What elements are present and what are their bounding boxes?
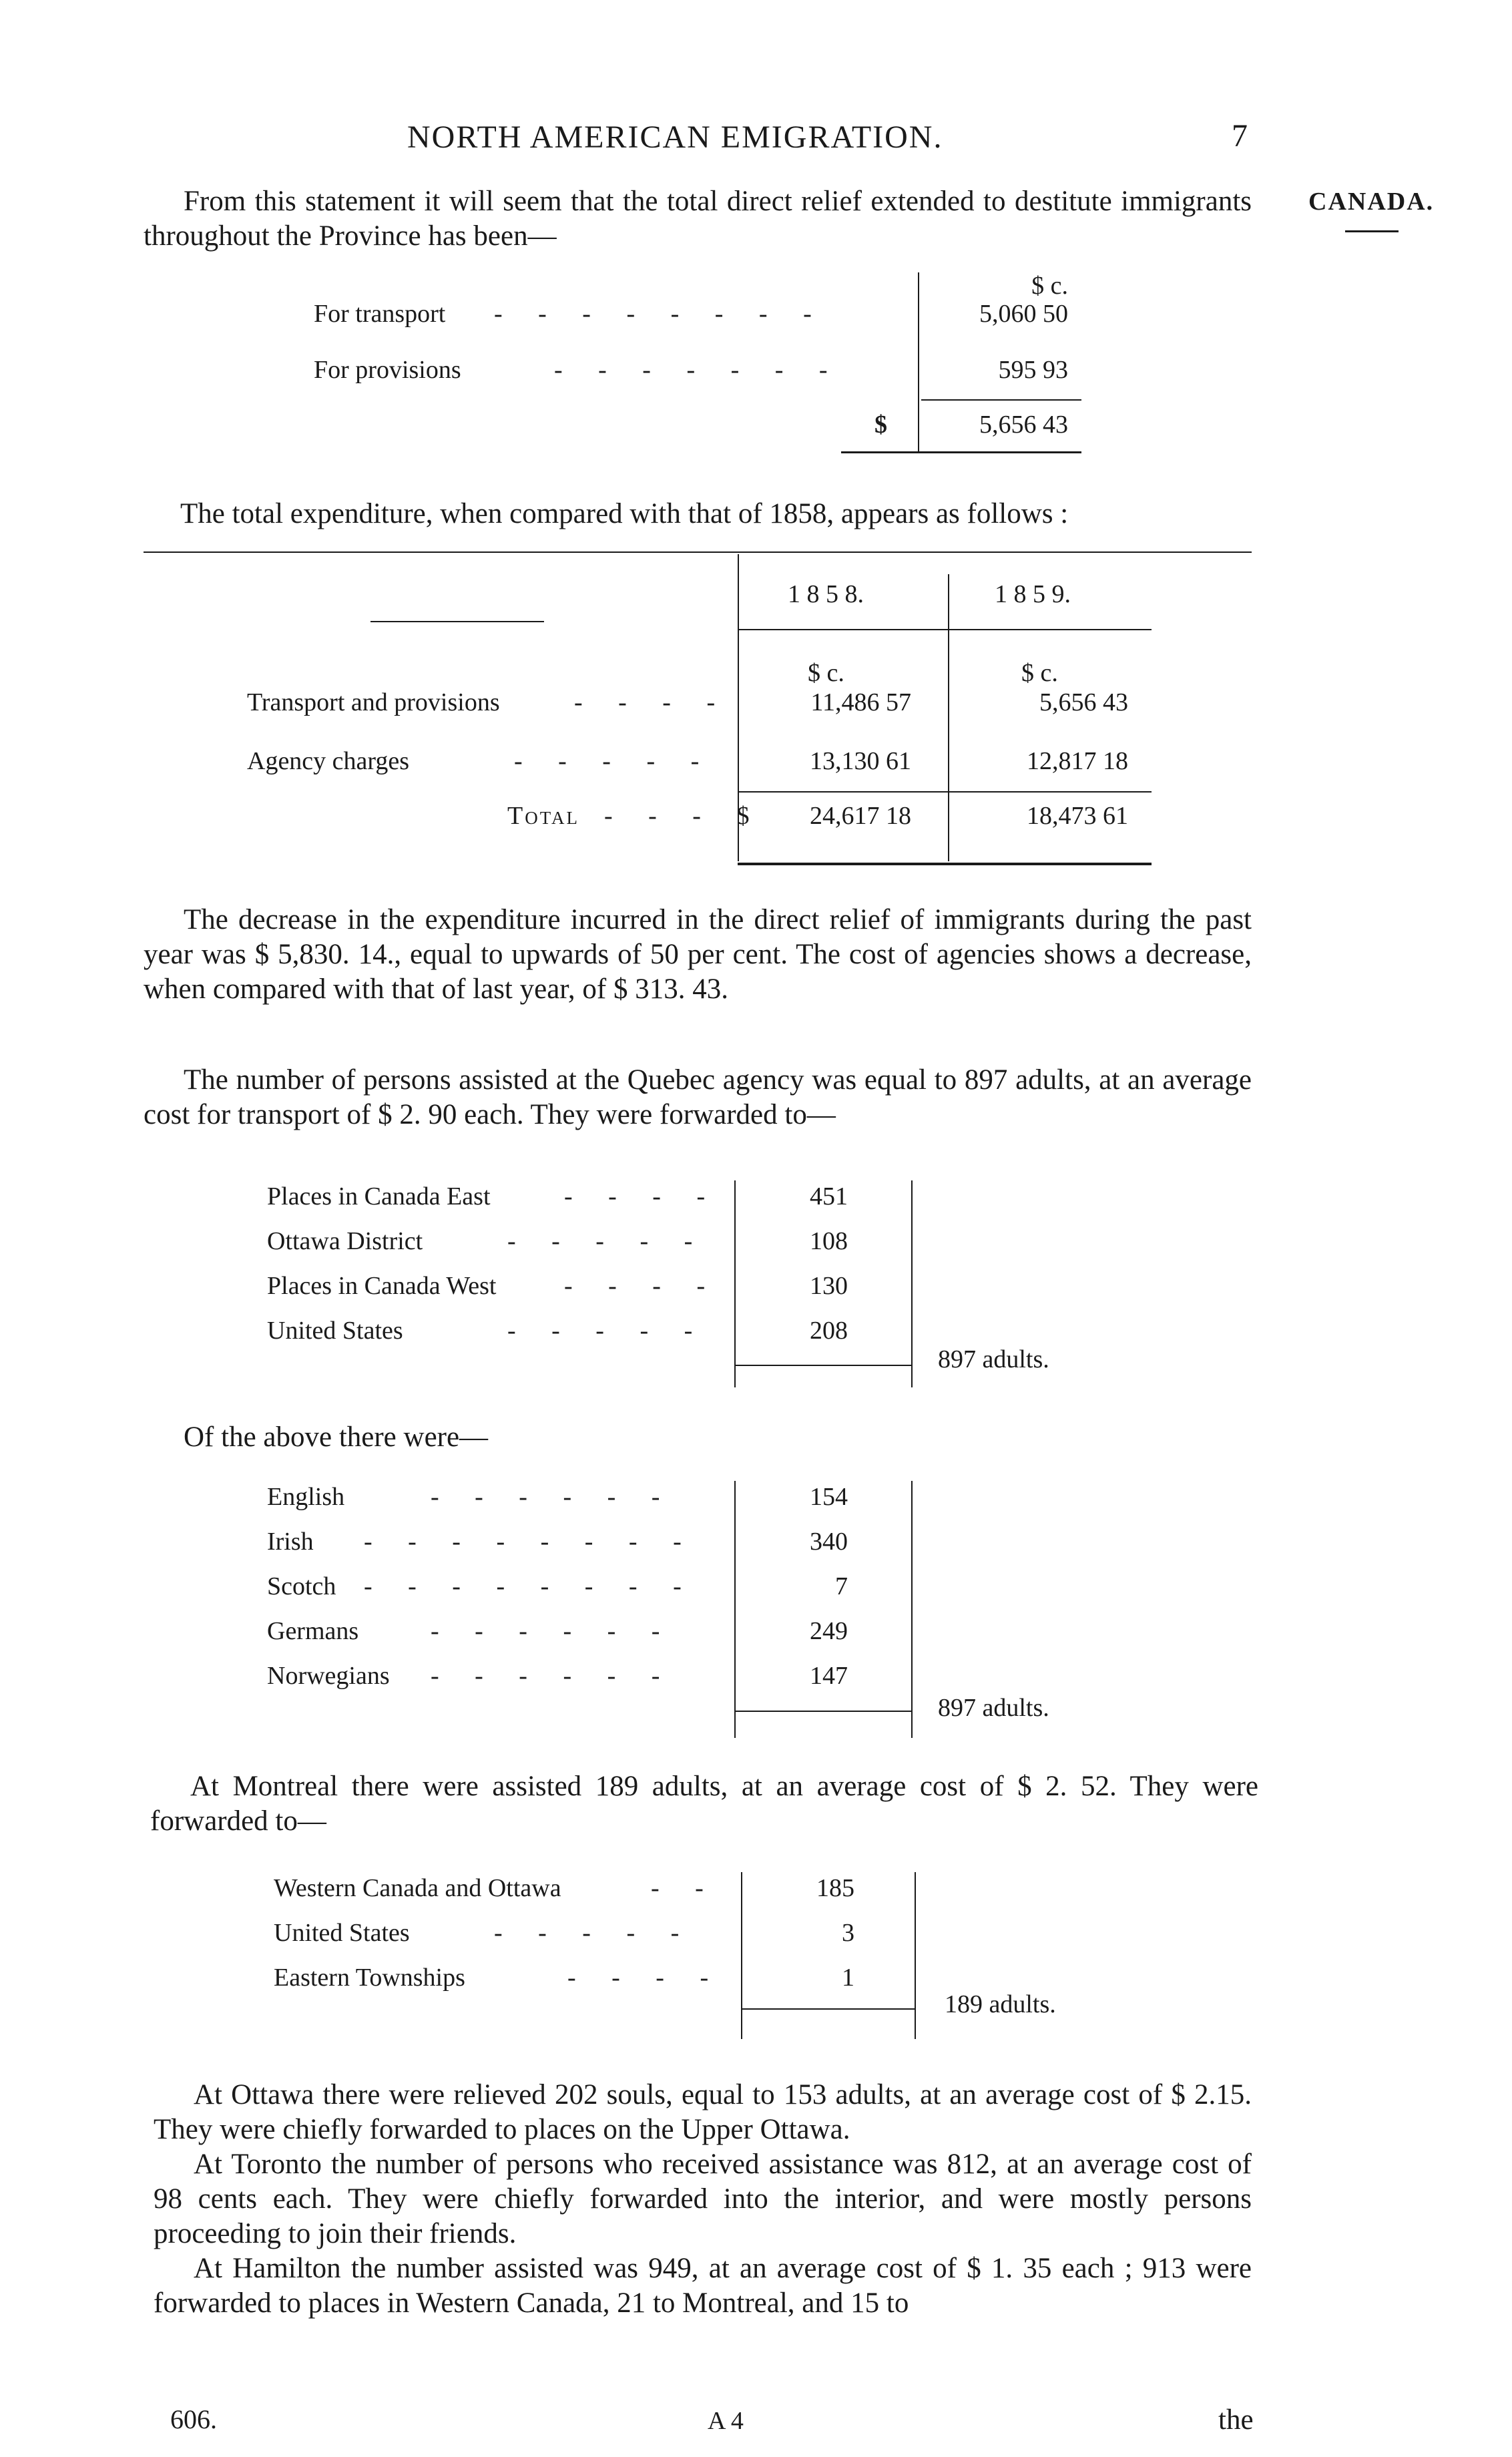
year-header-rule [738,629,1152,630]
relief-total-rule [841,451,1081,453]
relief-column-rule [918,272,919,451]
toronto-text: At Toronto the number of persons who received assistance was 812, at an average cost of 98 cents each. They were chiefly forwarded into the interior, and were mostly persons proceeding to join their friends. [154,2149,1252,2249]
nationality-label: Irish [267,1528,314,1556]
decrease-paragraph [144,903,1252,1007]
expenditure-column-rule [738,554,739,861]
destination-leaders: - - - - - [507,1317,708,1345]
unit-header: $ c. [808,659,844,687]
nationality-column-rule [734,1481,736,1738]
expenditure-intro: The total expenditure, when compared with that of 1858, appears as follows : [180,498,1069,529]
year-header: 1 8 5 8. [788,580,864,608]
destination-label: United States [267,1317,403,1345]
nationality-leaders: - - - - - - [431,1483,675,1511]
expenditure-total-label: Total [507,802,580,830]
relief-row-leaders: - - - - - - - - [494,300,826,328]
montreal-destination-value: 185 [816,1874,854,1902]
intro-text: From this statement it will seem that the total direct relief extended to destitute immigrants throughout the Province has been— [144,186,1252,252]
quebec-text: The number of persons assisted at the Quebec agency was equal to 897 adults, at an average cost for transport of $ 2. 90 each. They were forwarded to— [144,1064,1252,1130]
ottawa-text: At Ottawa there were relieved 202 souls, equal to 153 adults, at an average cost of $ 2.15. They were chiefly forwarded to places on the Upper Ottawa. [154,2079,1252,2145]
relief-row-value: 595 93 [998,356,1068,384]
nationality-value: 147 [810,1662,848,1690]
montreal-destination-leaders: - - - - [567,1964,724,1992]
nationality-total: 897 adults. [938,1694,1049,1722]
montreal-destination-label: Eastern Townships [274,1964,465,1992]
montreal-column-rule [741,1872,742,2039]
nationality-sum-rule [734,1711,911,1712]
relief-total-value: 5,656 43 [979,411,1068,439]
expenditure-bottom-rule [738,863,1152,865]
expenditure-column-rule [948,574,949,861]
unit-header: $ c. [1021,659,1058,687]
relief-subtotal-rule [921,399,1081,401]
montreal-total: 189 adults. [945,1990,1056,2018]
closing-paragraphs [154,2078,1252,2321]
expenditure-total-leaders: - - - $ [604,802,764,830]
footer-document-number: 606. [170,2404,217,2434]
nationality-value: 154 [810,1483,848,1511]
nationality-label: Norwegians [267,1662,390,1690]
footer-catchword: the [1218,2404,1254,2436]
expenditure-subtotal-rule [738,791,1152,793]
montreal-destination-leaders: - - - - - [494,1919,694,1947]
nationality-label: Scotch [267,1572,336,1600]
destination-value: 208 [810,1317,848,1345]
relief-unit-header: $ c. [1031,272,1068,300]
montreal-destination-value: 1 [842,1964,854,1992]
destination-value: 108 [810,1227,848,1255]
destination-sum-rule [734,1365,911,1366]
destination-value: 130 [810,1272,848,1300]
destination-label: Ottawa District [267,1227,423,1255]
expenditure-1859-value: 12,817 18 [1027,747,1128,775]
destination-leaders: - - - - - [507,1227,708,1255]
margin-note-rule [1345,230,1399,232]
montreal-paragraph [150,1769,1258,1839]
nationality-leaders: - - - - - - - - [364,1528,696,1556]
montreal-destination-label: United States [274,1919,410,1947]
nationality-leaders: - - - - - - [431,1662,675,1690]
expenditure-row-label: Transport and provisions [247,688,500,716]
nationality-label: English [267,1483,345,1511]
relief-row-label: For transport [314,300,446,328]
nationality-column-rule [911,1481,913,1738]
destination-value: 451 [810,1182,848,1210]
nationality-leaders: - - - - - - [431,1617,675,1645]
expenditure-1859-total: 18,473 61 [1027,802,1128,830]
montreal-destination-value: 3 [842,1919,854,1947]
nationality-leaders: - - - - - - - - [364,1572,696,1600]
destination-column-rule [734,1180,736,1387]
relief-row-leaders: - - - - - - - [554,356,842,384]
intro-paragraph [144,184,1252,254]
montreal-column-rule [915,1872,916,2039]
relief-row-value: 5,060 50 [979,300,1068,328]
destination-leaders: - - - - [564,1182,720,1210]
decrease-text: The decrease in the expenditure incurred in the direct relief of immigrants during the past year was $ 5,830. 14., equal to upwards of 50 per cent. The cost of agencies shows a decrease, when compared with that of last year, of $ 313. 43. [144,904,1252,1005]
year-header: 1 8 5 9. [995,580,1071,608]
expenditure-label-rule [370,621,544,622]
relief-total-symbol: $ [874,411,887,439]
destination-leaders: - - - - [564,1272,720,1300]
expenditure-table-top-rule [144,551,1252,553]
expenditure-row-leaders: - - - - [574,688,730,716]
nationality-value: 7 [835,1572,848,1600]
page-number: 7 [1232,118,1248,154]
nationality-intro: Of the above there were— [184,1421,489,1453]
expenditure-row-label: Agency charges [247,747,410,775]
montreal-destination-leaders: - - [651,1874,718,1902]
expenditure-1858-value: 13,130 61 [810,747,911,775]
hamilton-text: At Hamilton the number assisted was 949, at an average cost of $ 1. 35 each ; 913 were forwarded to places in Western Canada, 21 to Montreal, and 15 to [154,2253,1252,2319]
destination-column-rule [911,1180,913,1387]
nationality-value: 249 [810,1617,848,1645]
nationality-label: Germans [267,1617,359,1645]
nationality-value: 340 [810,1528,848,1556]
quebec-paragraph [144,1063,1252,1132]
montreal-text: At Montreal there were assisted 189 adults, at an average cost of $ 2. 52. They were forwarded to— [150,1771,1258,1837]
destination-total: 897 adults. [938,1345,1049,1373]
page-title: NORTH AMERICAN EMIGRATION. [407,120,943,155]
expenditure-row-leaders: - - - - - [514,747,714,775]
margin-note: CANADA. [1308,188,1435,216]
expenditure-1859-value: 5,656 43 [1039,688,1128,716]
destination-label: Places in Canada West [267,1272,497,1300]
relief-row-label: For provisions [314,356,461,384]
expenditure-1858-total: 24,617 18 [810,802,911,830]
footer-signature-mark: A 4 [708,2407,744,2435]
expenditure-1858-value: 11,486 57 [810,688,911,716]
destination-label: Places in Canada East [267,1182,491,1210]
montreal-sum-rule [741,2008,915,2010]
montreal-destination-label: Western Canada and Ottawa [274,1874,561,1902]
